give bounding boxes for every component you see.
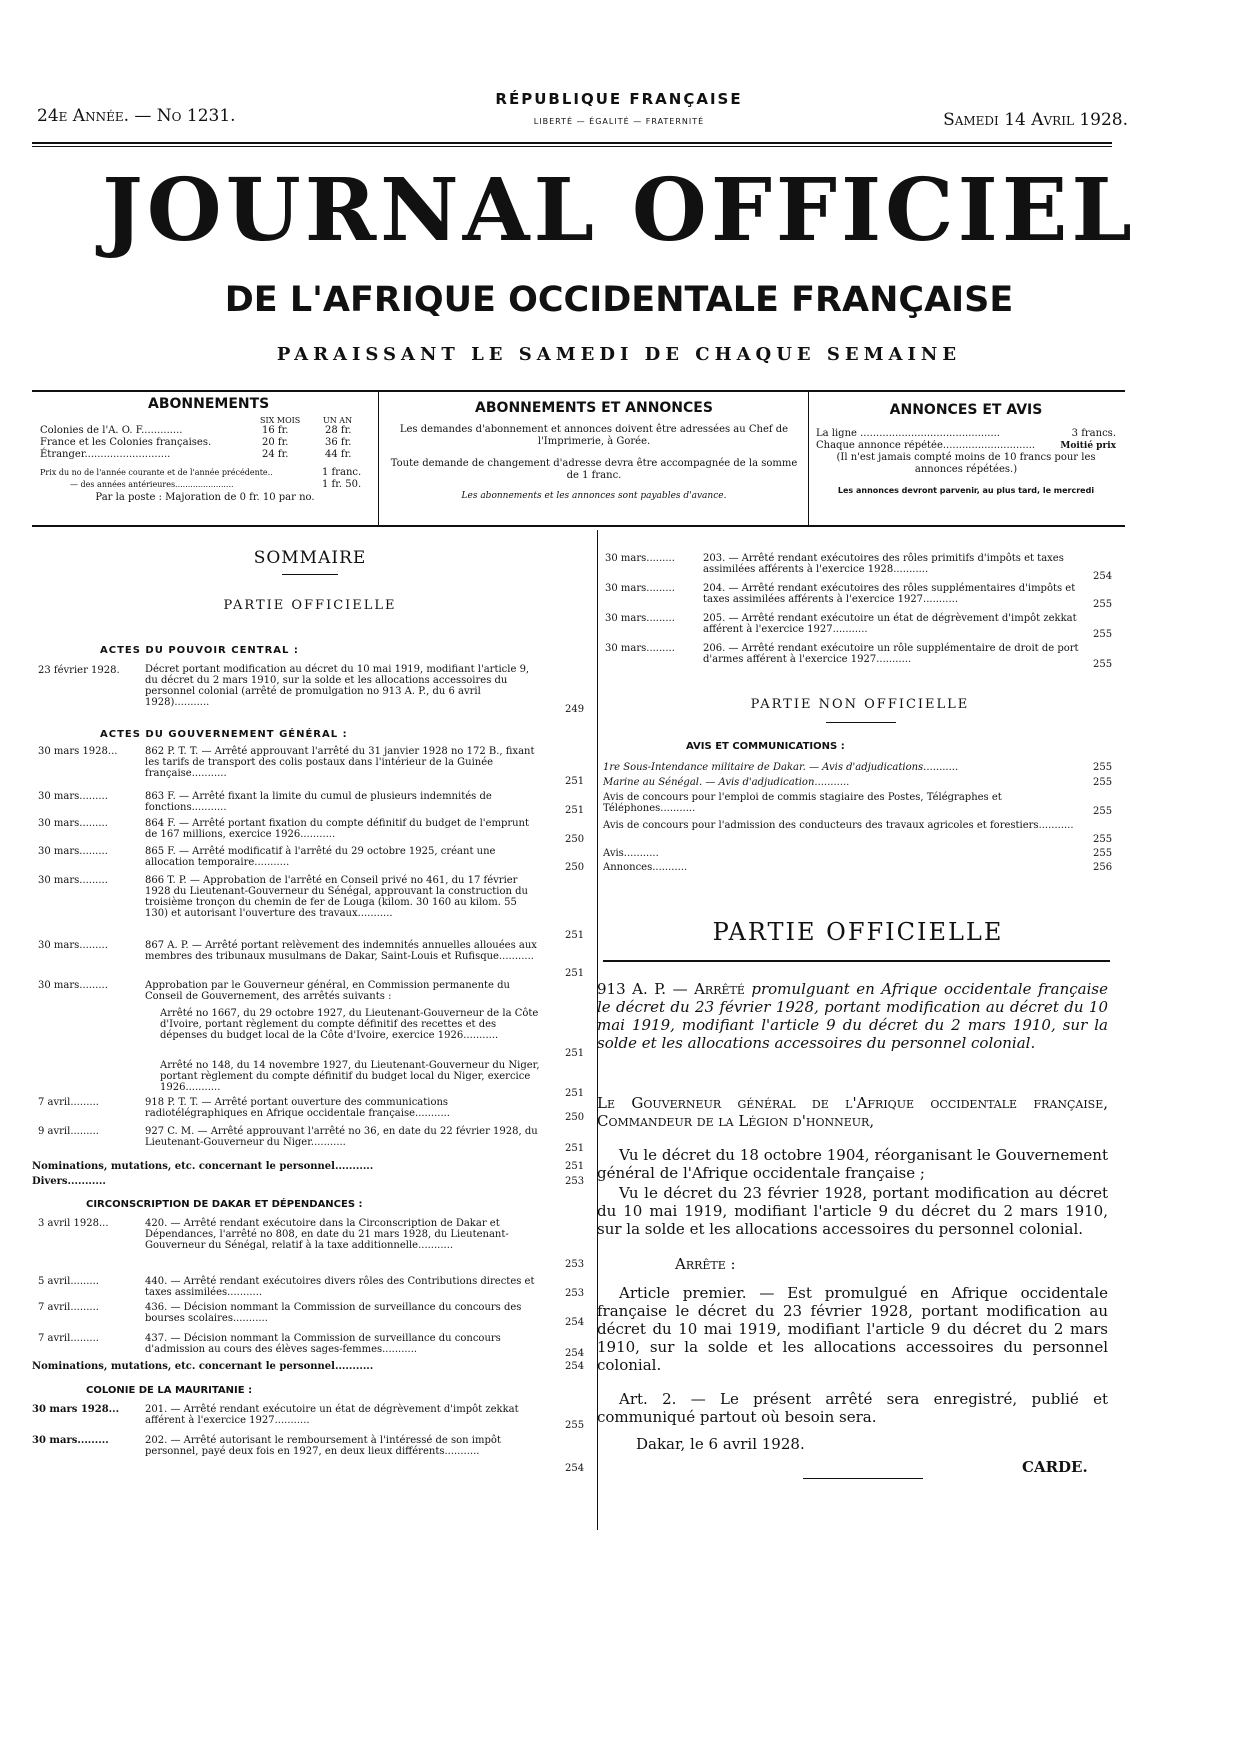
annonces-avis-box bbox=[816, 402, 1116, 495]
col-six-mois: SIX MOIS bbox=[260, 416, 301, 425]
prix-row: — des années antérieures....................... 1 fr. 50. bbox=[70, 479, 362, 490]
nonoff-rule bbox=[826, 722, 896, 723]
avis-head: ANNONCES ET AVIS bbox=[889, 402, 1043, 418]
sommaire-title: SOMMAIRE bbox=[253, 548, 367, 568]
avis-row: Chaque annonce répétée............................. Moitié prix bbox=[816, 440, 1116, 451]
official-rule bbox=[603, 960, 1110, 962]
info-box-divider bbox=[808, 392, 809, 525]
masthead-rule-thin bbox=[32, 146, 1112, 147]
partie-officielle-title: PARTIE OFFICIELLE bbox=[712, 918, 1004, 946]
tarif-row: Colonies de l'A. O. F............. 16 fr. 28 fr. bbox=[40, 425, 352, 436]
issue-date: Samedi 14 Avril 1928. bbox=[943, 110, 1128, 130]
article-1: Article premier. — Est promulgué en Afrique occidentale française le décret du 23 février 1928, portant modification au décret du 10 mai 1919, modifiant l'article 9 du décret du 2 mars 1910, sur la solde et les allocations accessoires du personnel colonial. bbox=[597, 1284, 1108, 1374]
abonnements-annonces-box bbox=[384, 400, 804, 502]
toc-heading: ACTES DU GOUVERNEMENT GÉNÉRAL : bbox=[100, 729, 348, 740]
vu-1: Vu le décret du 18 octobre 1904, réorganisant le Gouvernement général de l'Afrique occidentale française ; bbox=[597, 1146, 1108, 1182]
sommaire-partie: PARTIE OFFICIELLE bbox=[223, 598, 397, 613]
abannonces-p3: Les abonnements et les annonces sont payables d'avance. bbox=[461, 491, 727, 501]
tarif-row: Étranger........................... 24 fr. 44 fr. bbox=[40, 449, 352, 460]
tarif-row: France et les Colonies françaises. 20 fr. 36 fr. bbox=[40, 437, 352, 448]
article-2: Art. 2. — Le présent arrêté sera enregistré, publié et communiqué partout où besoin sera. bbox=[597, 1390, 1108, 1426]
partie-non-officielle: PARTIE NON OFFICIELLE bbox=[750, 697, 970, 712]
abannonces-p1: Les demandes d'abonnement et annonces doivent être adressées au Chef de l'Imprimerie, à Gorée. bbox=[399, 424, 789, 447]
avis-row: La ligne ............................................ 3 francs. bbox=[816, 428, 1116, 439]
masthead-rule bbox=[32, 142, 1112, 144]
toc-entry: 23 février 1928. Décret portant modification au décret du 10 mai 1919, modifiant l'article 9, du décret du 2 mars 1910, sur la solde et les allocations accessoires du personnel colonial (arrêté de promulgation no 913 A. P., du 6 avril 1928)........... 249 bbox=[38, 664, 585, 715]
toc-heading: COLONIE DE LA MAURITANIE : bbox=[86, 1385, 253, 1396]
info-box-top-rule bbox=[32, 390, 1125, 392]
toc-heading: ACTES DU POUVOIR CENTRAL : bbox=[100, 645, 299, 656]
masthead-republique: RÉPUBLIQUE FRANÇAISE bbox=[495, 90, 743, 108]
signature: CARDE. bbox=[1022, 1458, 1088, 1476]
journal-title: JOURNAL OFFICIEL bbox=[102, 160, 1136, 261]
gouverneur-line: Le Gouverneur général de l'Afrique occidentale française, Commandeur de la Légion d'honneur, bbox=[597, 1094, 1108, 1130]
toc-heading: CIRCONSCRIPTION DE DAKAR ET DÉPENDANCES : bbox=[86, 1199, 363, 1210]
prix-row: Prix du no de l'année courante et de l'année précédente.. 1 franc. bbox=[40, 467, 362, 478]
abonnements-box bbox=[40, 396, 370, 503]
abannonces-p2: Toute demande de changement d'adresse devra être accompagnée de la somme de 1 franc. bbox=[390, 458, 798, 481]
info-box-divider bbox=[378, 392, 379, 525]
abannonces-head: ABONNEMENTS ET ANNONCES bbox=[475, 400, 713, 416]
signature-rule bbox=[803, 1478, 923, 1479]
toc-heading: AVIS ET COMMUNICATIONS : bbox=[686, 741, 845, 752]
info-box-bottom-rule bbox=[32, 525, 1125, 527]
journal-subtitle: DE L'AFRIQUE OCCIDENTALE FRANÇAISE bbox=[224, 280, 1014, 320]
arrete-intro: 913 A. P. — Arrêté promulguant en Afrique occidentale française le décret du 23 février 1928, portant modification au décret du 10 mai 1919, modifiant l'article 9 du décret du 2 mars 1910, sur la solde et les allocations accessoires du personnel colonial. bbox=[597, 980, 1108, 1052]
col-un-an: UN AN bbox=[323, 416, 353, 425]
sommaire-rule bbox=[282, 574, 338, 575]
avis-delai: Les annonces devront parvenir, au plus tard, le mercredi bbox=[837, 486, 1095, 495]
parution-line: PARAISSANT LE SAMEDI DE CHAQUE SEMAINE bbox=[276, 344, 962, 365]
poste-line: Par la poste : Majoration de 0 fr. 10 par no. bbox=[95, 492, 315, 503]
vu-2: Vu le décret du 23 février 1928, portant modification au décret du 10 mai 1919, modifiant l'article 9 du décret du 2 mars 1910, sur la solde et les allocations accessoires du personnel colonial. bbox=[597, 1184, 1108, 1238]
arrete-head: Arrête : bbox=[675, 1255, 736, 1273]
issue-number: 24e Année. — No 1231. bbox=[37, 106, 236, 126]
abonnements-head: ABONNEMENTS bbox=[148, 396, 270, 412]
masthead-devise: LIBERTÉ — ÉGALITÉ — FRATERNITÉ bbox=[533, 117, 705, 126]
lieu-date: Dakar, le 6 avril 1928. bbox=[636, 1435, 805, 1453]
avis-note: (Il n'est jamais compté moins de 10 francs pour les annonces répétées.) bbox=[836, 452, 1096, 475]
